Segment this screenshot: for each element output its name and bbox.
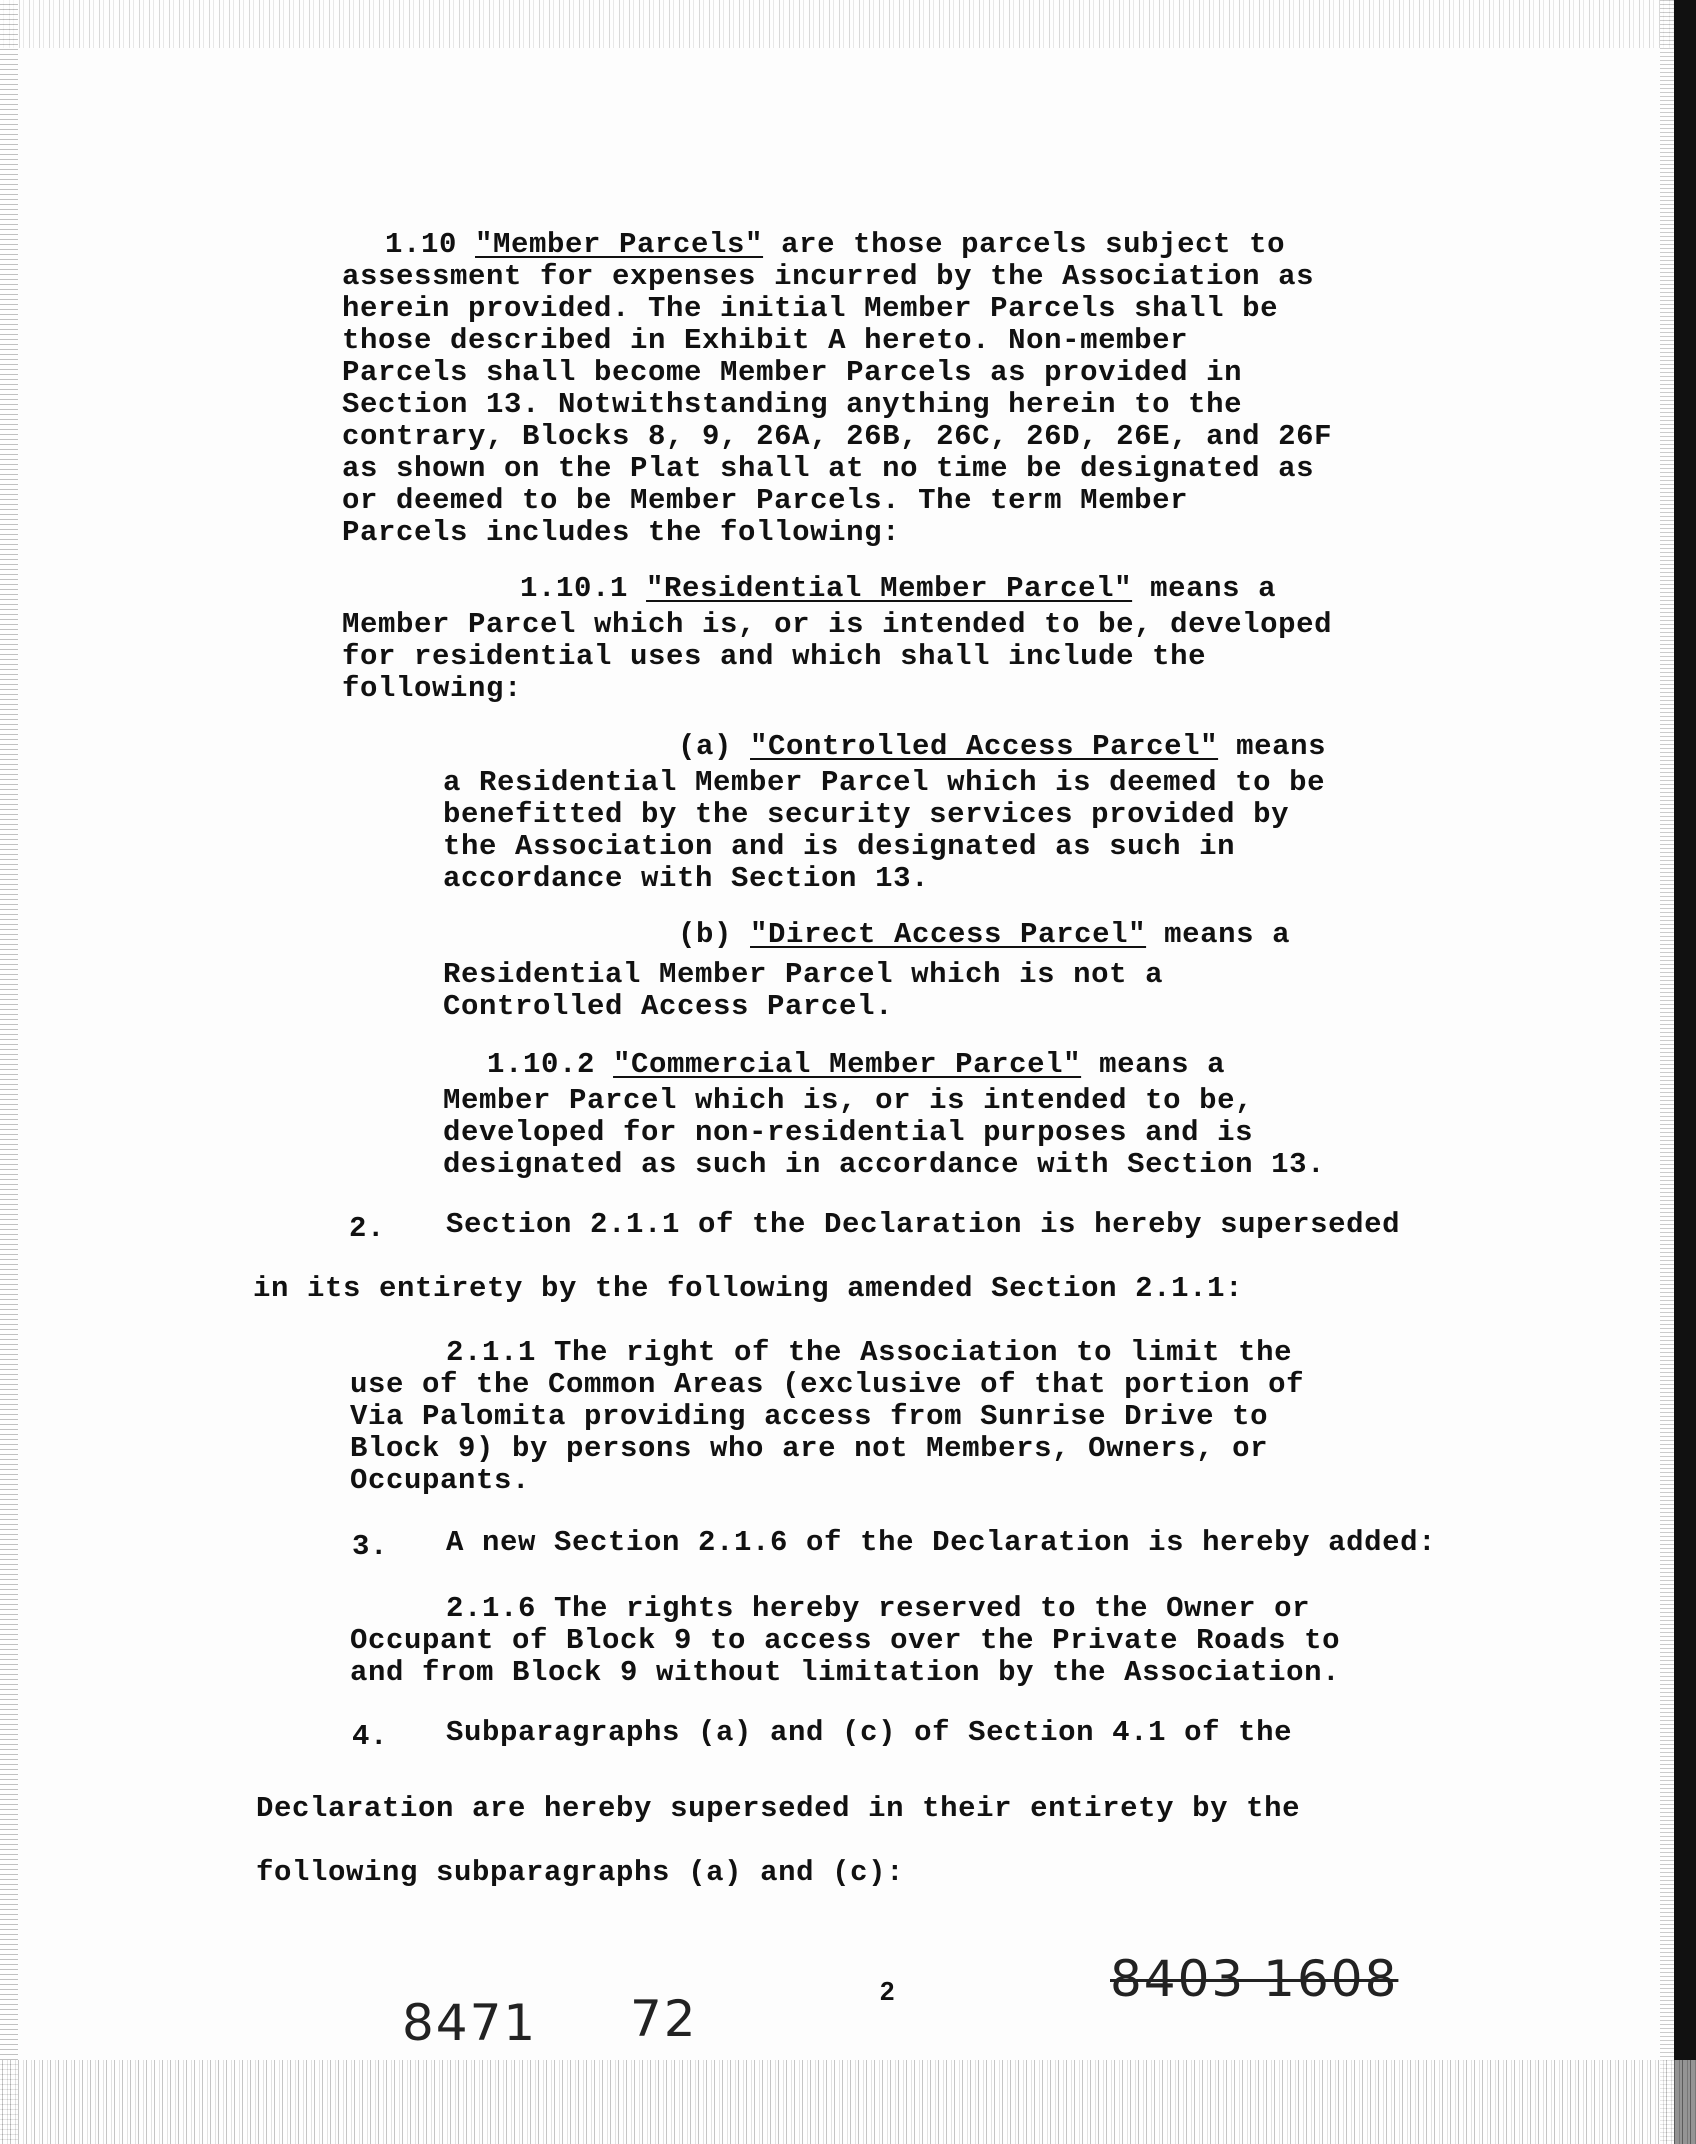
subsection-label: (a) bbox=[678, 730, 751, 763]
defined-term: "Direct Access Parcel" bbox=[750, 918, 1147, 951]
body-line: designated as such in accordance with Section 13. bbox=[443, 1148, 1326, 1181]
defined-term: "Residential Member Parcel" bbox=[646, 572, 1133, 605]
body-line: Occupant of Block 9 to access over the Private Roads to bbox=[350, 1624, 1341, 1657]
body-line: Member Parcel which is, or is intended to be, bbox=[443, 1084, 1254, 1117]
body-line: Controlled Access Parcel. bbox=[443, 990, 894, 1023]
scan-border-right bbox=[1674, 0, 1696, 2144]
text-fragment: means a bbox=[1146, 918, 1291, 951]
body-line: and from Block 9 without limitation by the Association. bbox=[350, 1656, 1341, 1689]
text-fragment: means a bbox=[1081, 1048, 1226, 1081]
body-line: Subparagraphs (a) and (c) of Section 4.1 of the bbox=[446, 1716, 1293, 1749]
body-line: 2.1.6 The rights hereby reserved to the Owner or bbox=[446, 1592, 1311, 1625]
body-line: or deemed to be Member Parcels. The term Member bbox=[342, 484, 1189, 517]
body-line: following: bbox=[342, 672, 523, 705]
text-fragment: are those parcels subject to bbox=[763, 228, 1286, 261]
section-number: 1.10 bbox=[385, 228, 476, 261]
subsection-label: (b) bbox=[678, 918, 751, 951]
body-line: Declaration are hereby superseded in their entirety by the bbox=[256, 1792, 1301, 1825]
body-line: Occupants. bbox=[350, 1464, 531, 1497]
body-line: Block 9) by persons who are not Members, Owners, or bbox=[350, 1432, 1269, 1465]
page-number: 2 bbox=[880, 1976, 895, 2006]
section-number: 1.10.1 bbox=[520, 572, 647, 605]
body-line: for residential uses and which shall include the bbox=[342, 640, 1207, 673]
body-line: 2.1.1 The right of the Association to limit the bbox=[446, 1336, 1293, 1369]
body-line: Section 13. Notwithstanding anything herein to the bbox=[342, 388, 1243, 421]
body-line: Parcels shall become Member Parcels as provided in bbox=[342, 356, 1243, 389]
subsection-b-first-line bbox=[678, 918, 1290, 952]
body-line: as shown on the Plat shall at no time be designated as bbox=[342, 452, 1315, 485]
body-line: the Association and is designated as such in bbox=[443, 830, 1236, 863]
body-line: Parcels includes the following: bbox=[342, 516, 901, 549]
scan-noise-right bbox=[1660, 0, 1674, 2144]
body-line: accordance with Section 13. bbox=[443, 862, 930, 895]
body-line: following subparagraphs (a) and (c): bbox=[256, 1856, 905, 1889]
body-line: Via Palomita providing access from Sunrise Drive to bbox=[350, 1400, 1269, 1433]
defined-term: "Member Parcels" bbox=[475, 228, 764, 261]
body-line: benefitted by the security services provided by bbox=[443, 798, 1290, 831]
scan-noise-top bbox=[0, 0, 1696, 48]
section-1-10-1-first-line bbox=[520, 572, 1276, 606]
body-line: Member Parcel which is, or is intended to be, developed bbox=[342, 608, 1333, 641]
body-line: use of the Common Areas (exclusive of that portion of bbox=[350, 1368, 1305, 1401]
section-number: 1.10.2 bbox=[487, 1048, 614, 1081]
subsection-a-first-line bbox=[678, 730, 1326, 764]
recording-stamp-book: 8471 bbox=[402, 1994, 538, 2052]
text-fragment: means bbox=[1218, 730, 1327, 763]
body-line: A new Section 2.1.6 of the Declaration is hereby added: bbox=[446, 1526, 1437, 1559]
scan-noise-bottom bbox=[0, 2060, 1696, 2144]
section-1-10-first-line bbox=[385, 228, 1285, 262]
body-line: developed for non-residential purposes and is bbox=[443, 1116, 1254, 1149]
defined-term: "Commercial Member Parcel" bbox=[613, 1048, 1082, 1081]
paragraph-3-number: 3. bbox=[352, 1530, 389, 1563]
body-line: a Residential Member Parcel which is deemed to be bbox=[443, 766, 1326, 799]
struck-recording-stamp: 8403 1608 bbox=[1110, 1950, 1399, 2008]
recording-stamp-page: 72 bbox=[630, 1990, 698, 2048]
body-line: Section 2.1.1 of the Declaration is hereby superseded bbox=[446, 1208, 1401, 1241]
paragraph-2-number: 2. bbox=[349, 1212, 386, 1245]
body-line: in its entirety by the following amended Section 2.1.1: bbox=[253, 1272, 1244, 1305]
body-line: contrary, Blocks 8, 9, 26A, 26B, 26C, 26D, 26E, and 26F bbox=[342, 420, 1333, 453]
body-line: herein provided. The initial Member Parcels shall be bbox=[342, 292, 1279, 325]
text-fragment: means a bbox=[1132, 572, 1277, 605]
body-line: those described in Exhibit A hereto. Non-member bbox=[342, 324, 1189, 357]
body-line: Residential Member Parcel which is not a bbox=[443, 958, 1164, 991]
section-1-10-2-first-line bbox=[487, 1048, 1225, 1082]
scan-noise-left bbox=[0, 0, 18, 2144]
paragraph-4-number: 4. bbox=[352, 1720, 389, 1753]
body-line: assessment for expenses incurred by the Association as bbox=[342, 260, 1315, 293]
defined-term: "Controlled Access Parcel" bbox=[750, 730, 1219, 763]
